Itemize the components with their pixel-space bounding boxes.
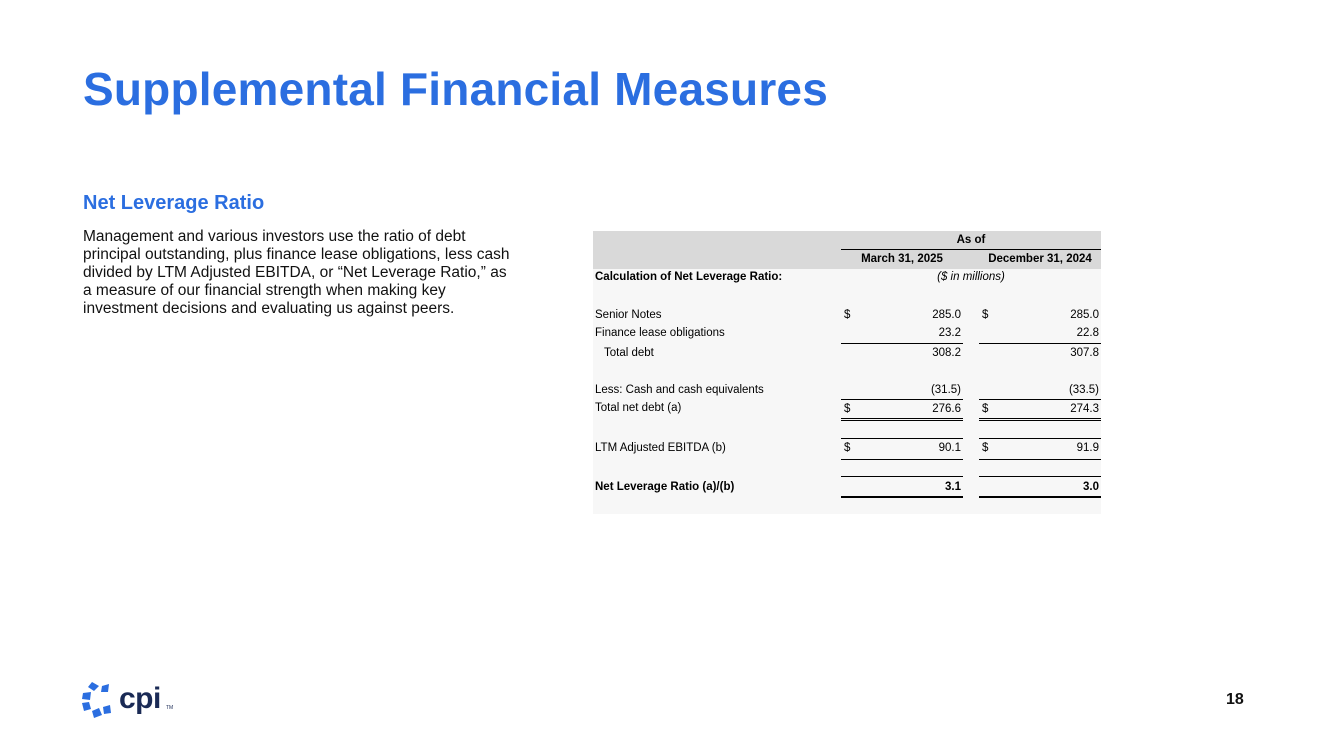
- ratio-top-rule: [979, 476, 1101, 477]
- ebitda-top-rule: [841, 438, 963, 439]
- value-ratio-2025: 3.1: [945, 481, 961, 493]
- value-senior-notes-2024: 285.0: [1070, 309, 1099, 321]
- value-finance-lease-2025: 23.2: [938, 327, 961, 339]
- row-label-total-debt: Total debt: [604, 347, 654, 359]
- ebitda-bottom-rule: [841, 459, 963, 460]
- row-label-ltm-adjusted-ebitda: LTM Adjusted EBITDA (b): [595, 442, 726, 454]
- value-finance-lease-2024: 22.8: [1076, 327, 1099, 339]
- section-title: Net Leverage Ratio: [83, 192, 265, 214]
- group-header: As of: [956, 234, 986, 246]
- value-cash-2024: (33.5): [1068, 384, 1099, 396]
- value-ebitda-2024: 91.9: [1076, 442, 1099, 454]
- description-text: Management and various investors use the ratio of debt principal outstanding, plus finance lease obligations, less cash divided by LTM Adjusted EBITDA, or “Net Leverage Ratio,” as a measure of our financial strength when making key investment decisions and evaluating us against peers.: [83, 228, 510, 317]
- row-label-net-leverage-ratio: Net Leverage Ratio (a)/(b): [595, 481, 735, 493]
- subtotal-rule: [979, 399, 1101, 400]
- currency-symbol: $: [844, 442, 851, 454]
- ratio-top-rule: [841, 476, 963, 477]
- column-header-mar-2025: March 31, 2025: [861, 253, 943, 265]
- ebitda-bottom-rule: [979, 459, 1101, 460]
- logo-wordmark: cpi: [119, 682, 161, 715]
- net-leverage-table: [593, 231, 1101, 514]
- row-label-finance-lease: Finance lease obligations: [595, 327, 725, 339]
- row-label-total-net-debt: Total net debt (a): [595, 402, 682, 414]
- value-total-debt-2025: 308.2: [932, 347, 961, 359]
- total-double-rule: [841, 418, 963, 421]
- page-number: 18: [1226, 691, 1244, 708]
- units-label: ($ in millions): [937, 271, 1005, 283]
- value-total-net-debt-2025: 276.6: [932, 403, 961, 415]
- currency-symbol: $: [844, 403, 851, 415]
- subtotal-rule: [841, 399, 963, 400]
- value-cash-2025: (31.5): [930, 384, 961, 396]
- value-senior-notes-2025: 285.0: [932, 309, 961, 321]
- subtotal-rule: [979, 343, 1101, 344]
- ratio-bottom-rule: [979, 496, 1101, 498]
- currency-symbol: $: [982, 309, 989, 321]
- currency-symbol: $: [982, 403, 989, 415]
- value-total-net-debt-2024: 274.3: [1070, 403, 1099, 415]
- value-total-debt-2024: 307.8: [1070, 347, 1099, 359]
- slide-title: Supplemental Financial Measures: [83, 63, 828, 115]
- total-double-rule: [979, 418, 1101, 421]
- currency-symbol: $: [844, 309, 851, 321]
- value-ebitda-2025: 90.1: [938, 442, 961, 454]
- value-ratio-2024: 3.0: [1083, 481, 1099, 493]
- section-label: Calculation of Net Leverage Ratio:: [595, 271, 783, 283]
- ratio-bottom-rule: [841, 496, 963, 498]
- subtotal-rule: [841, 343, 963, 344]
- currency-symbol: $: [982, 442, 989, 454]
- column-header-dec-2024: December 31, 2024: [988, 253, 1092, 265]
- ebitda-top-rule: [979, 438, 1101, 439]
- row-label-senior-notes: Senior Notes: [595, 309, 662, 321]
- header-rule: [841, 249, 1101, 250]
- row-label-less-cash: Less: Cash and cash equivalents: [595, 384, 764, 396]
- trademark-mark: TM: [166, 705, 174, 711]
